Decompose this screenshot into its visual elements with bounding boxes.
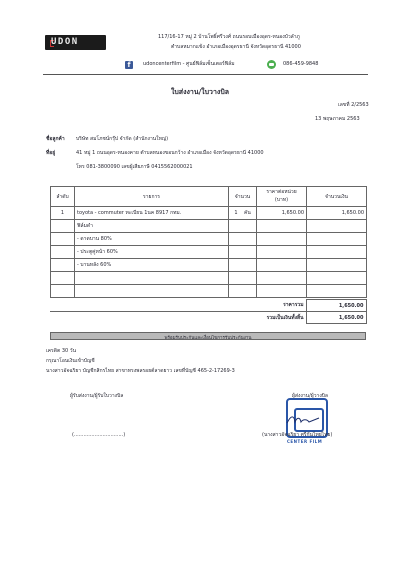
header-unit-price: ราคาต่อหน่วย (บาท) xyxy=(257,187,307,207)
row-no xyxy=(51,233,75,246)
row-description: - ประตูคู่หน้า 60% xyxy=(75,246,229,259)
totals-table xyxy=(50,299,367,324)
document-date: 13 พฤษภาคม 2563 xyxy=(315,116,360,122)
phone-icon xyxy=(267,60,276,69)
warranty-note-bar xyxy=(50,332,366,340)
receiver-signature-name: (...............................) xyxy=(72,432,126,438)
row-no xyxy=(51,272,75,285)
subtotal-label: ราคารวม xyxy=(50,300,306,312)
row-no xyxy=(51,246,75,259)
header-divider xyxy=(43,74,368,75)
row-description xyxy=(75,285,229,298)
subtotal-row xyxy=(50,300,366,312)
table-row xyxy=(51,207,367,220)
stamp-text: CENTER FILM xyxy=(287,439,323,444)
facebook-icon: f xyxy=(125,61,133,69)
facebook-page-text: udoncenterfilm - ศูนย์ฟิล์มเซ็นเตอร์ฟิล์ม xyxy=(143,61,235,67)
credit-terms: เครดิต 30 วัน xyxy=(46,348,76,354)
customer-contact: โทร 081-3800090 เลขผู้เสียภาษี 0415562000021 xyxy=(76,164,193,170)
row-amount xyxy=(307,285,367,298)
row-unit-price xyxy=(257,220,307,233)
row-unit-price xyxy=(257,246,307,259)
row-no xyxy=(51,220,75,233)
customer-name-label: ชื่อลูกค้า xyxy=(46,136,65,142)
row-qty-unit xyxy=(229,207,257,220)
total-label: รวมเป็นเงินทั้งสิ้น xyxy=(50,312,306,324)
customer-address: 41 หมู่ 1 ถนนอุดร-หนองคาย ตำบลหนองขอนกว้าง อำเภอเมือง จังหวัดอุดรธานี 41000 xyxy=(76,150,264,156)
table-row xyxy=(51,233,367,246)
row-amount: 1,650.00 xyxy=(307,207,367,220)
row-no xyxy=(51,285,75,298)
header-no: ลำดับ xyxy=(51,187,75,207)
row-description: ฟิล์มดำ xyxy=(75,220,229,233)
sender-signature-name: (นางสาวอัจฉริยา ศรีกันไทยไทย) xyxy=(262,432,333,438)
row-unit-price xyxy=(257,233,307,246)
company-address-line1: 117/16-17 หมู่ 2 บ้านโพธิ์ศรีวงศ์ ถนนรอบเมืองอุดร-หนองบัวลำภู xyxy=(158,34,300,40)
row-unit-price xyxy=(257,259,307,272)
warranty-note-text: พร้อมรับประกันและเงื่อนไขการรับประกันงาน xyxy=(164,336,252,341)
row-amount xyxy=(307,220,367,233)
table-row xyxy=(51,285,367,298)
row-qty-unit xyxy=(229,220,257,233)
row-description: - ดาดบาน 80% xyxy=(75,233,229,246)
row-no xyxy=(51,259,75,272)
row-description xyxy=(75,272,229,285)
row-qty-unit xyxy=(229,233,257,246)
row-unit-price xyxy=(257,285,307,298)
row-unit-price: 1,650.00 xyxy=(257,207,307,220)
document-title: ใบส่งงาน/ใบวางบิล xyxy=(170,88,230,96)
row-qty-unit xyxy=(229,285,257,298)
row-amount xyxy=(307,259,367,272)
items-header-row xyxy=(51,187,367,207)
payment-instruction: กรุณาโอนเงินเข้าบัญชี xyxy=(46,358,95,364)
customer-name: บริษัท สมโภชน์กรุ๊ป จำกัด (สำนักงานใหญ่) xyxy=(76,136,169,142)
row-qty: 1 xyxy=(234,210,238,216)
total-row xyxy=(50,312,366,324)
row-qty-unit xyxy=(229,259,257,272)
document-number: เลขที่ 2/2563 xyxy=(338,102,369,108)
row-unit-price xyxy=(257,272,307,285)
company-address-line2: ตำบลหมากแข้ง อำเภอเมืองอุดรธานี จังหวัดอุดรธานี 41000 xyxy=(171,44,301,50)
table-row xyxy=(51,259,367,272)
total-value: 1,650.00 xyxy=(306,312,366,324)
row-qty-unit xyxy=(229,246,257,259)
bank-account-info: นางสาวอัจฉริยา บัญชีกสิกรไทย สาขาทรงพลรอยต์ลาดยาว เลขที่บัญชี 465-2-17269-3 xyxy=(46,368,235,374)
subtotal-value: 1,650.00 xyxy=(306,300,366,312)
header-description: รายการ xyxy=(75,187,229,207)
sender-signature-label: ผู้ส่งงาน/ผู้วางบิล xyxy=(292,393,328,399)
table-row xyxy=(51,272,367,285)
company-logo xyxy=(45,35,106,50)
handwritten-signature xyxy=(285,413,325,427)
header-qty: จำนวน xyxy=(229,187,257,207)
row-description: toyota - commuter ทะเบียน 1นค 8917 กทม. xyxy=(75,207,229,220)
customer-address-label: ที่อยู่ xyxy=(46,150,56,156)
row-unit: คัน xyxy=(244,210,251,216)
logo-text: UDON xyxy=(51,37,79,47)
items-table xyxy=(50,186,367,298)
row-amount xyxy=(307,233,367,246)
row-qty-unit xyxy=(229,272,257,285)
row-amount xyxy=(307,272,367,285)
header-amount: จำนวนเงิน xyxy=(307,187,367,207)
row-description: - บานหลัง 60% xyxy=(75,259,229,272)
table-row xyxy=(51,220,367,233)
row-amount xyxy=(307,246,367,259)
receiver-signature-label: ผู้รับส่งงาน/ผู้รับใบวางบิล xyxy=(70,393,124,399)
row-no: 1 xyxy=(51,207,75,220)
phone-number: 086-459-9848 xyxy=(283,61,319,67)
table-row xyxy=(51,246,367,259)
